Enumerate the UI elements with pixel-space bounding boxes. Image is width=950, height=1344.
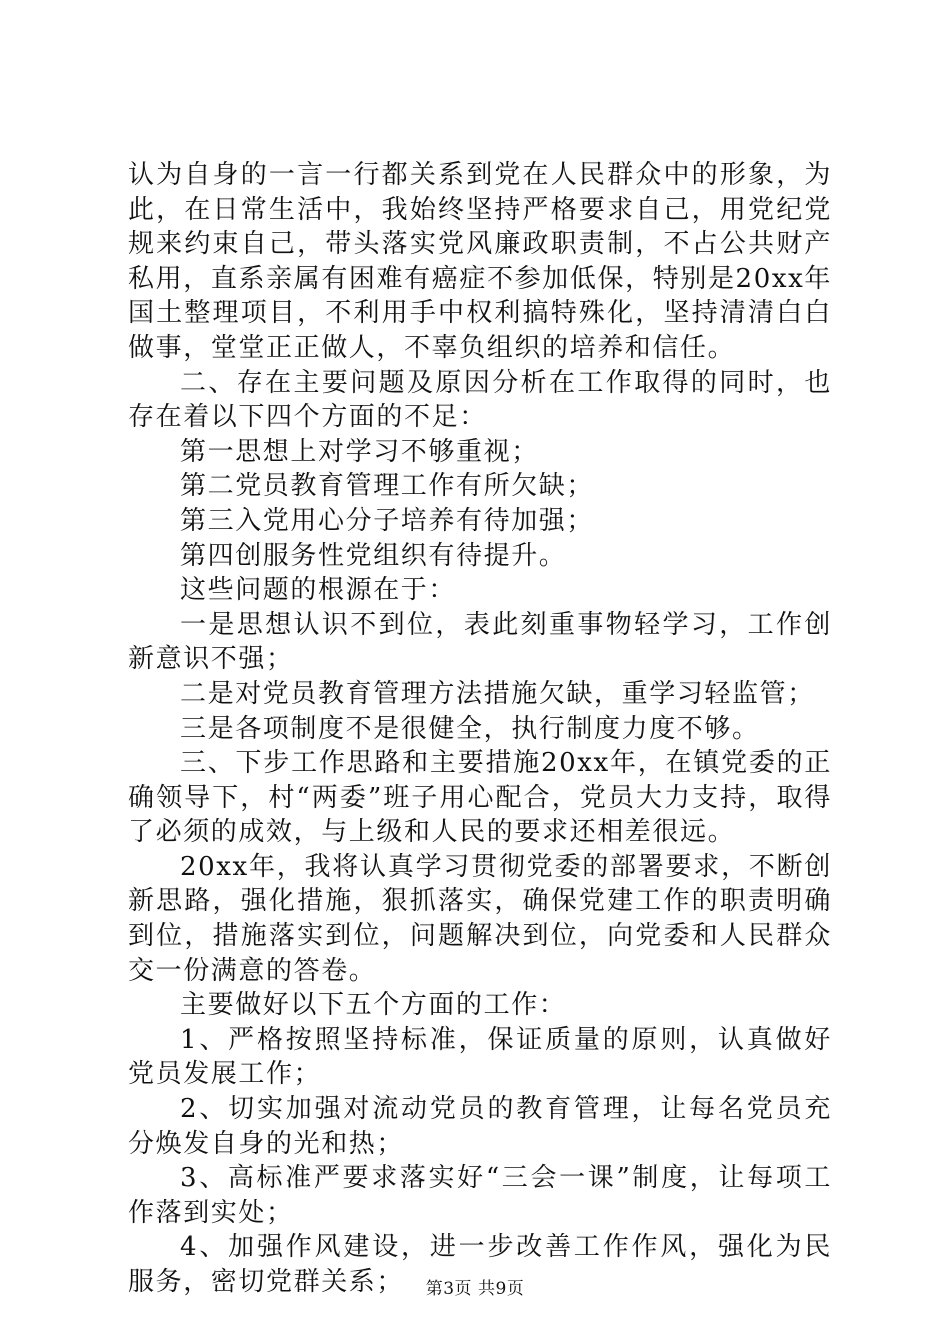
paragraph-section-two-heading: 二、存在主要问题及原因分析在工作取得的同时，也存在着以下四个方面的不足： bbox=[128, 367, 832, 433]
paragraph-root-cause-2: 二是对党员教育管理方法措施欠缺，重学习轻监管； bbox=[180, 678, 815, 709]
paragraph-section-three-heading: 三、下步工作思路和主要措施20xx年，在镇党委的正确领导下，村“两委”班子用心配合，党员大力支持，取得了必须的成效，与上级和人民的要求还相差很远。 bbox=[128, 748, 832, 848]
paragraph-root-cause-3: 三是各项制度不是很健全，执行制度力度不够。 bbox=[180, 713, 760, 744]
paragraph-plan-statement: 20xx年，我将认真学习贯彻党委的部署要求，不断创新思路，强化措施，狠抓落实，确保党建工作的职责明确到位，措施落实到位，问题解决到位，向党委和人民群众交一份满意的答卷。 bbox=[128, 851, 832, 986]
paragraph-root-causes-intro: 这些问题的根源在于： bbox=[180, 575, 457, 606]
paragraph-task-1: 1、严格按照坚持标准，保证质量的原则，认真做好党员发展工作； bbox=[128, 1024, 832, 1090]
document-body bbox=[128, 158, 832, 1300]
paragraph-task-3: 3、高标准严要求落实好“三会一课”制度，让每项工作落到实处； bbox=[128, 1163, 832, 1228]
paragraph-continuation: 认为自身的一言一行都关系到党在人民群众中的形象，为此，在日常生活中，我始终坚持严格要求自己，用党纪党规来约束自己，带头落实党风廉政职责制，不占公共财产私用，直系亲属有困难有癌症不参加低保，特别是20xx年国土整理项目，不利用手中权利搞特殊化，坚持清清白白做事，堂堂正正做人，不辜负组织的培养和信任。 bbox=[128, 160, 832, 363]
paragraph-shortcoming-2: 第二党员教育管理工作有所欠缺； bbox=[180, 471, 595, 502]
paragraph-five-tasks-intro: 主要做好以下五个方面的工作： bbox=[180, 990, 567, 1021]
page-number-footer: 第3页 共9页 bbox=[425, 1279, 525, 1299]
paragraph-task-2: 2、切实加强对流动党员的教育管理，让每名党员充分焕发自身的光和热； bbox=[128, 1094, 832, 1159]
paragraph-root-cause-1: 一是思想认识不到位，表此刻重事物轻学习，工作创新意识不强； bbox=[128, 609, 832, 675]
paragraph-shortcoming-3: 第三入党用心分子培养有待加强； bbox=[180, 505, 595, 536]
paragraph-shortcoming-1: 第一思想上对学习不够重视； bbox=[180, 436, 539, 467]
paragraph-shortcoming-4: 第四创服务性党组织有待提升。 bbox=[180, 540, 567, 571]
paragraph-task-4: 4、加强作风建设，进一步改善工作作风，强化为民服务，密切党群关系； bbox=[128, 1232, 832, 1297]
